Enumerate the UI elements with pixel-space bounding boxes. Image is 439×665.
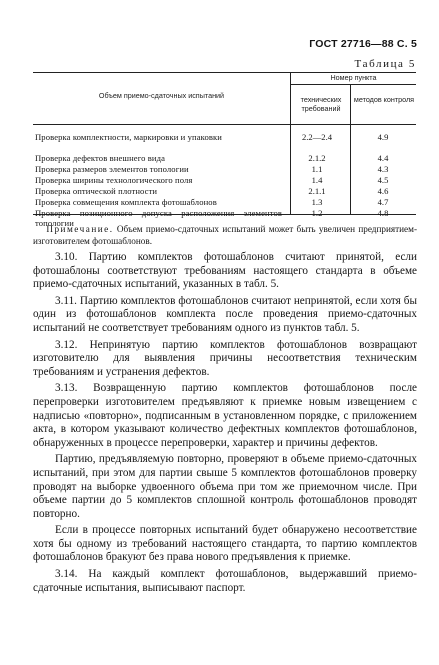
method-number: 4.8: [377, 208, 389, 218]
test-name: Проверка позиционного допуска расположения элементов топологии: [35, 208, 282, 228]
method-number: 4.5: [377, 175, 389, 185]
table-row: [33, 197, 416, 208]
paragraph-resubmission: Партию, предъявляемую повторно, проверяют в объеме приемо-сдаточных испытаний, при этом для партии свыше 5 комплектов фотошаблонов проверку проводят на выборке удвоенного объема при том же приемочном числе. При объеме партии до 5 комплектов сплошной контроль фотошаблонов проводят повторно.: [33, 453, 417, 520]
header-bottom-rule: [33, 124, 416, 125]
acceptance-tests-table: [33, 72, 416, 228]
paragraph-3-13: 3.13. Возвращенную партию комплектов фотошаблонов после перепроверки изготовителем предъявляют к приемке новым извещением с надписью «повторно», подписанным в установленном порядке, с приложением акта, в котором указывают количество дефектных комплектов фотошаблонов, обнаруженных в процессе перепроверки, характер и причины дефектов.: [33, 382, 417, 449]
req-number: 2.2—2.4: [301, 132, 333, 142]
method-number: 4.9: [377, 132, 389, 142]
test-name: Проверка комплектности, маркировки и упаковки: [35, 132, 222, 142]
test-name: Проверка размеров элементов топологии: [35, 164, 189, 174]
paragraph-rejection: Если в процессе повторных испытаний будет обнаружено несоответствие хотя бы одному из требований настоящего стандарта, то партию комплектов фотошаблонов бракуют без права нового предъявления к приемке.: [33, 524, 417, 564]
req-number: 1.2: [311, 208, 323, 218]
req-number: 1.4: [311, 175, 323, 185]
req-number: 1.1: [311, 164, 323, 174]
col-method-header: методов контроля: [353, 95, 415, 104]
col-req-header: технических требований: [300, 95, 342, 113]
body-text: [33, 251, 417, 598]
page-header: ГОСТ 27716—88 С. 5: [309, 38, 417, 50]
paragraph-3-10: 3.10. Партию комплектов фотошаблонов считают принятой, если фотошаблоны соответствуют требованиям настоящего стандарта в объеме приемо-сдаточных испытаний, указанных в табл. 5.: [33, 251, 417, 291]
note-label: Примечание.: [46, 224, 114, 234]
group-header-rule: [291, 84, 416, 85]
method-number: 4.4: [377, 153, 389, 163]
test-name: Проверка дефектов внешнего вида: [35, 153, 166, 163]
paragraph-3-12: 3.12. Непринятую партию комплектов фотошаблонов возвращают изготовителю для выявления причины несоответствия техническим требованиям и устранения дефектов.: [33, 338, 417, 378]
table-row: [33, 186, 416, 197]
req-number: 2.1.1: [308, 186, 326, 196]
paragraph-3-14: 3.14. На каждый комплект фотошаблонов, выдержавший приемо-сдаточные испытания, выписывают паспорт.: [33, 568, 417, 594]
col-group-header: Номер пункта: [330, 73, 377, 82]
req-number: 1.3: [311, 197, 323, 207]
note-text: Объем приемо-сдаточных испытаний может быть увеличен предприятием-изготовителем фотошаблонов.: [33, 224, 418, 246]
table-body: [33, 132, 416, 229]
req-number: 2.1.2: [308, 153, 326, 163]
table-row: [33, 132, 416, 153]
table-note: [33, 224, 417, 247]
test-name: Проверка ширины технологического поля: [35, 175, 193, 185]
table-row: [33, 164, 416, 175]
method-number: 4.3: [377, 164, 389, 174]
table-row: [33, 175, 416, 186]
test-name: Проверка совмещения комплекта фотошаблонов: [35, 197, 217, 207]
method-number: 4.7: [377, 197, 389, 207]
method-number: 4.6: [377, 186, 389, 196]
paragraph-3-11: 3.11. Партию комплектов фотошаблонов считают непринятой, если хотя бы один из фотошаблонов комплекта после проведения приемо-сдаточных испытаний не соответствует требованиям одного из пунктов табл. 5.: [33, 294, 417, 334]
test-name: Проверка оптической плотности: [35, 186, 158, 196]
table-row: [33, 153, 416, 164]
table-caption: Таблица 5: [354, 58, 416, 70]
col-name-header: Объем приемо-сдаточных испытаний: [98, 91, 225, 100]
